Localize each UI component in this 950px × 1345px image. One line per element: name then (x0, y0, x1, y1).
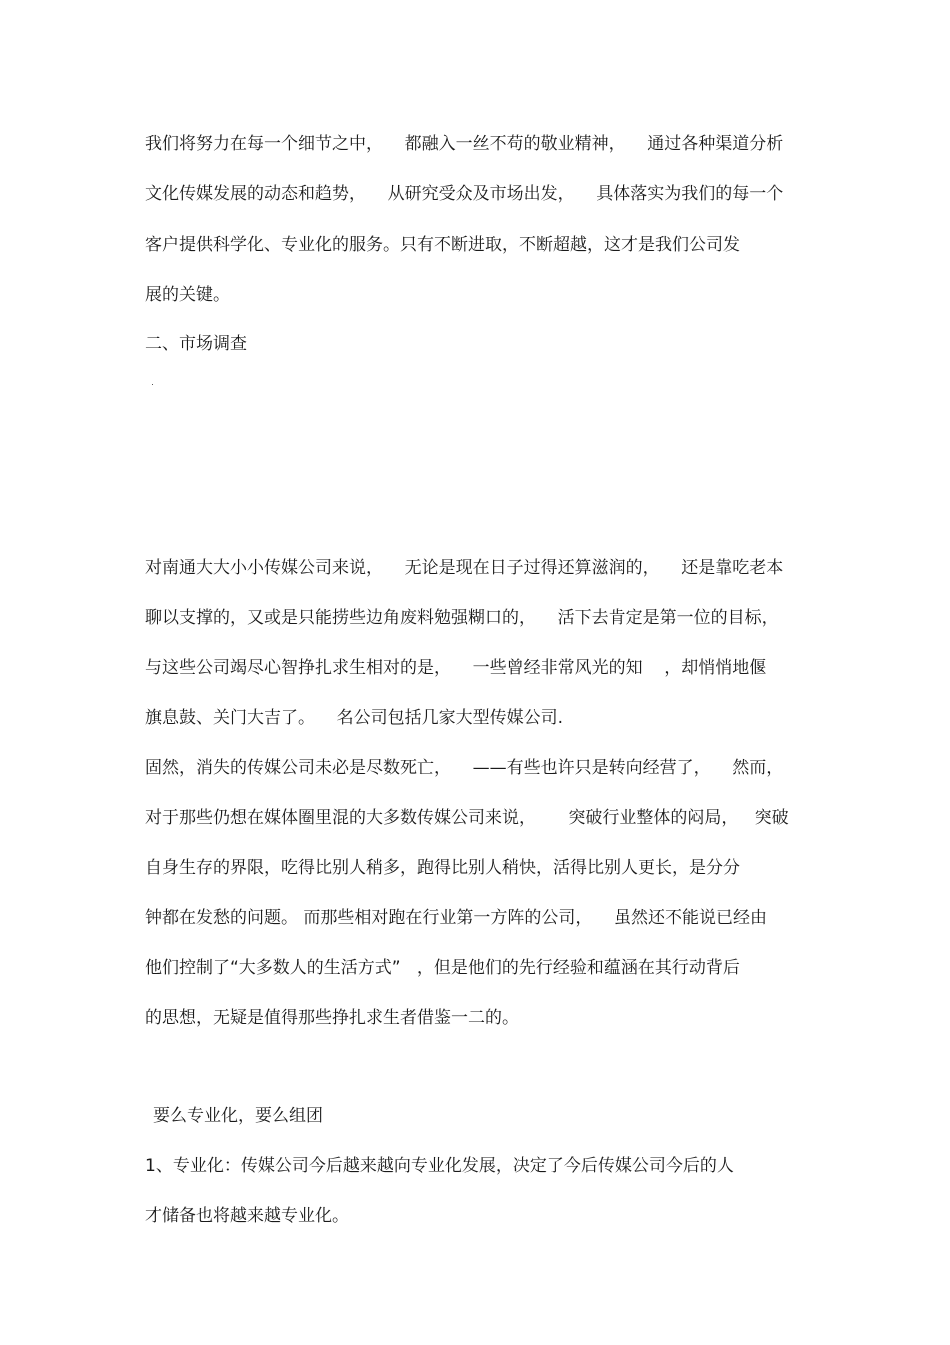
paragraph-3-line-5: 他们控制了“大多数人的生活方式” ，但是他们的先行经验和蕴涵在其行动背后 (145, 958, 740, 978)
paragraph-3-line-2: 对于那些仍想在媒体圈里混的大多数传媒公司来说， 突破行业整体的闷局， 突破 (145, 808, 789, 828)
item-1-line-2: 才储备也将越来越专业化。 (145, 1206, 349, 1226)
paragraph-2-line-3: 与这些公司竭尽心智挣扎求生相对的是， 一些曾经非常风光的知 ，却悄悄地偃 (145, 658, 767, 678)
paragraph-3-line-6: 的思想，无疑是值得那些挣扎求生者借鉴一二的。 (145, 1008, 519, 1028)
paragraph-3-line-3: 自身生存的界限，吃得比别人稍多，跑得比别人稍快，活得比别人更长，是分分 (145, 858, 740, 878)
stray-mark (152, 384, 153, 385)
paragraph-1-line-1: 我们将努力在每一个细节之中， 都融入一丝不苟的敬业精神， 通过各种渠道分析 (145, 134, 784, 154)
paragraph-2-line-2: 聊以支撑的，又或是只能捞些边角废料勉强糊口的， 活下去肯定是第一位的目标， (145, 608, 779, 628)
item-1-line-1: 1、专业化：传媒公司今后越来越向专业化发展，决定了今后传媒公司今后的人 (145, 1156, 734, 1176)
paragraph-1-line-4: 展的关键。 (145, 285, 230, 305)
paragraph-1-line-2: 文化传媒发展的动态和趋势， 从研究受众及市场出发， 具体落实为我们的每一个 (145, 184, 784, 204)
paragraph-2-line-4: 旗息鼓、关门大吉了。 名公司包括几家大型传媒公司. (145, 708, 564, 728)
subheading: 要么专业化，要么组团 (153, 1106, 323, 1126)
section-heading: 二、市场调查 (145, 334, 247, 354)
paragraph-3-line-4: 钟都在发愁的问题。 而那些相对跑在行业第一方阵的公司， 虽然还不能说已经由 (145, 908, 768, 928)
paragraph-1-line-3: 客户提供科学化、专业化的服务。只有不断进取，不断超越，这才是我们公司发 (145, 235, 740, 255)
paragraph-3-line-1: 固然，消失的传媒公司未必是尽数死亡， ——有些也许只是转向经营了， 然而， (145, 758, 784, 778)
paragraph-2-line-1: 对南通大大小小传媒公司来说， 无论是现在日子过得还算滋润的， 还是靠吃老本 (145, 558, 784, 578)
